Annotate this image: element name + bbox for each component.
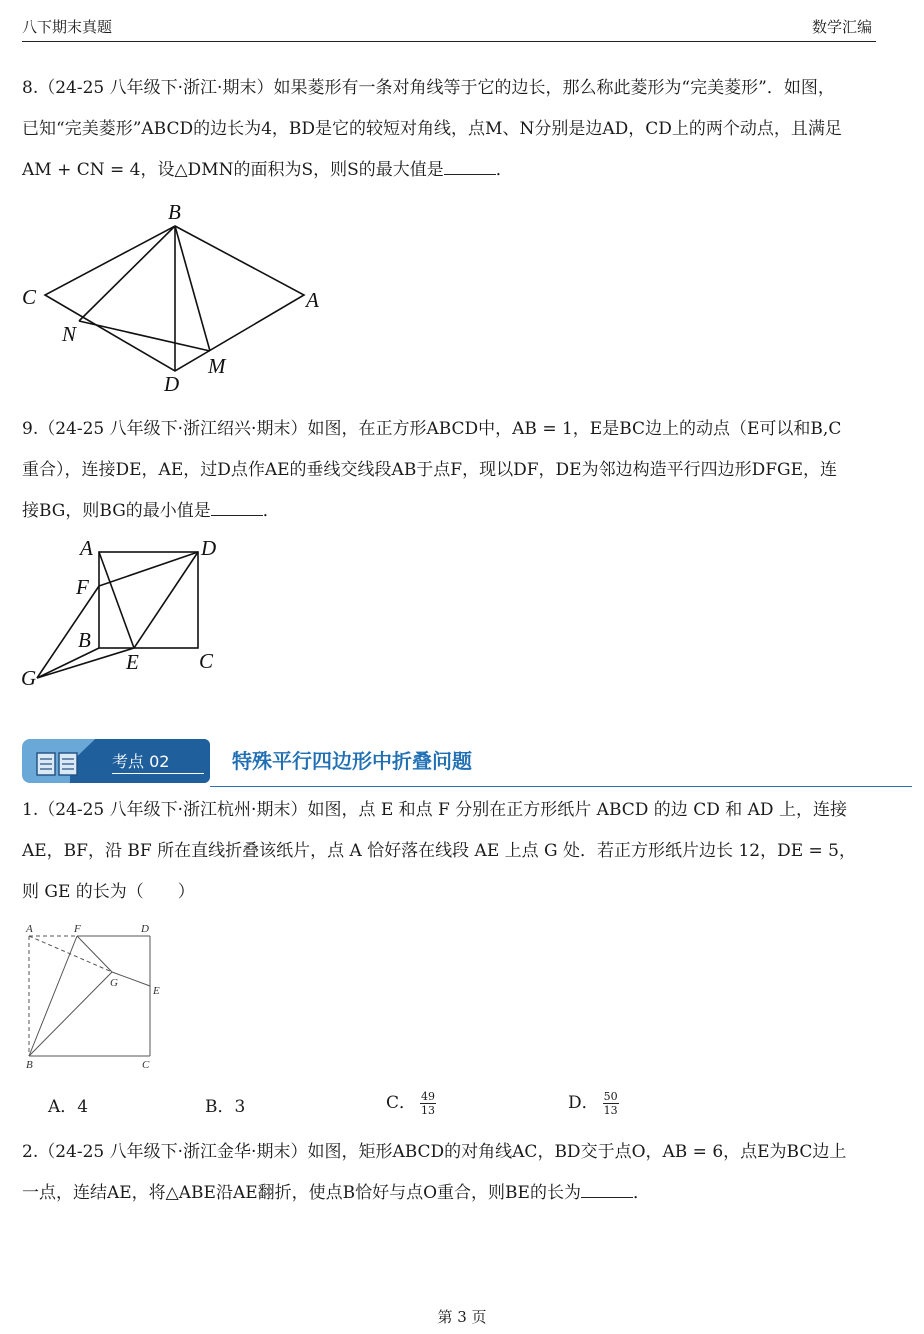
section-question-1: [22, 790, 882, 913]
label-c: C: [199, 649, 214, 673]
question-9-line-2: 重合），连接DE，AE，过D点作AE的垂线交线段AB于点F，现以DF，DE为邻边构造平行四边形DFGE，连: [22, 460, 837, 480]
question-9: [22, 409, 882, 532]
segment-bg: [29, 972, 112, 1056]
question-8-line-2: 已知“完美菱形”ABCD的边长为4，BD是它的较短对角线，点M、N分别是边AD，CD上的两个动点，且满足: [22, 119, 842, 139]
label-a: A: [80, 536, 93, 560]
option-d-numerator: 50: [603, 1090, 618, 1103]
label-d: D: [201, 536, 217, 560]
label-e: E: [126, 650, 139, 674]
label-a: A: [306, 288, 319, 312]
label-n: N: [62, 322, 77, 346]
question-8: [22, 68, 882, 191]
section-label: 考点 02: [112, 752, 170, 771]
section-label-underline: [112, 773, 204, 774]
label-b: B: [78, 628, 91, 652]
section-question-2-line-2-text: 一点，连结AE，将△ABE沿AE翻折，使点B恰好与点O重合，则BE的长为: [22, 1183, 581, 1203]
segment-de: [134, 552, 198, 648]
label-f: F: [74, 923, 81, 935]
option-d-prefix: D．: [568, 1093, 599, 1113]
label-b: B: [26, 1059, 33, 1070]
page-header-left: 八下期末真题: [22, 18, 113, 36]
option-c-denominator: 13: [421, 1104, 436, 1117]
label-b: B: [168, 200, 181, 224]
segment-nm: [79, 321, 210, 351]
label-g: G: [110, 977, 118, 989]
section-rule: [210, 786, 912, 787]
label-d: D: [164, 372, 180, 396]
option-d-denominator: 13: [603, 1104, 618, 1117]
segment-ae: [99, 552, 134, 648]
label-c: C: [142, 1059, 150, 1070]
page-header-right: 数学汇编: [811, 18, 872, 36]
answer-blank: [211, 499, 263, 516]
section-banner: [22, 737, 912, 789]
section-question-1-line-3: 则 GE 的长为（ ）: [22, 882, 195, 902]
square-abcd: [99, 552, 198, 648]
folded-square-figure: [22, 920, 172, 1070]
option-d[interactable]: [568, 1088, 619, 1117]
segment-fd: [99, 552, 198, 586]
section-question-2-line-2: [22, 1173, 882, 1214]
segment-bm: [175, 226, 210, 351]
label-f: F: [76, 575, 89, 599]
option-d-fraction: [603, 1090, 619, 1117]
segment-fg: [77, 936, 112, 972]
label-m: M: [208, 354, 226, 378]
question-9-line-3: [22, 491, 882, 532]
question-8-line-1: 8.（24-25 八年级下·浙江·期末）如果菱形有一条对角线等于它的边长，那么称此菱形为“完美菱形”．如图，: [22, 78, 835, 98]
section-title: 特殊平行四边形中折叠问题: [232, 749, 472, 773]
question-9-line-1: 9.（24-25 八年级下·浙江绍兴·期末）如图，在正方形ABCD中，AB = 1，E是BC边上的动点（E可以和B,C: [22, 419, 842, 439]
header-rule: [22, 41, 876, 42]
segment-bn: [79, 226, 175, 321]
dashed-ag: [29, 936, 112, 972]
option-c-fraction: [420, 1090, 436, 1117]
label-c: C: [22, 285, 37, 309]
label-e: E: [153, 985, 160, 997]
label-a: A: [26, 923, 33, 935]
section-question-2: [22, 1132, 882, 1214]
label-d: D: [141, 923, 149, 935]
question-9-period: ．: [262, 501, 280, 521]
question-8-line-3-text: AM + CN = 4，设△DMN的面积为S，则S的最大值是: [22, 160, 444, 180]
option-b[interactable]: B．3: [205, 1097, 246, 1117]
question-9-line-3-text: 接BG，则BG的最小值是: [22, 501, 211, 521]
section-question-1-line-2: AE，BF，沿 BF 所在直线折叠该纸片，点 A 恰好落在线段 AE 上点 G 处．若正方形纸片边长 12，DE = 5，: [22, 841, 856, 861]
question-8-period: ．: [495, 160, 513, 180]
option-a[interactable]: A．4: [48, 1097, 89, 1117]
label-g: G: [21, 666, 37, 690]
option-c[interactable]: [386, 1088, 436, 1117]
rhombus-figure: [18, 198, 328, 398]
square-figure: [18, 536, 238, 694]
page-footer: 第 3 页: [437, 1308, 487, 1326]
section-question-2-period: ．: [632, 1183, 650, 1203]
answer-blank: [444, 158, 496, 175]
option-c-prefix: C．: [386, 1093, 417, 1113]
answer-blank: [581, 1181, 633, 1198]
segment-ge: [37, 648, 134, 678]
section-question-1-line-1: 1.（24-25 八年级下·浙江杭州·期末）如图，点 E 和点 F 分别在正方形纸片 ABCD 的边 CD 和 AD 上，连接: [22, 800, 847, 820]
section-question-2-line-1: 2.（24-25 八年级下·浙江金华·期末）如图，矩形ABCD的对角线AC，BD交于点O，AB = 6，点E为BC边上: [22, 1142, 847, 1162]
book-icon: [36, 751, 80, 777]
question-8-line-3: [22, 150, 882, 191]
option-c-numerator: 49: [421, 1090, 436, 1103]
